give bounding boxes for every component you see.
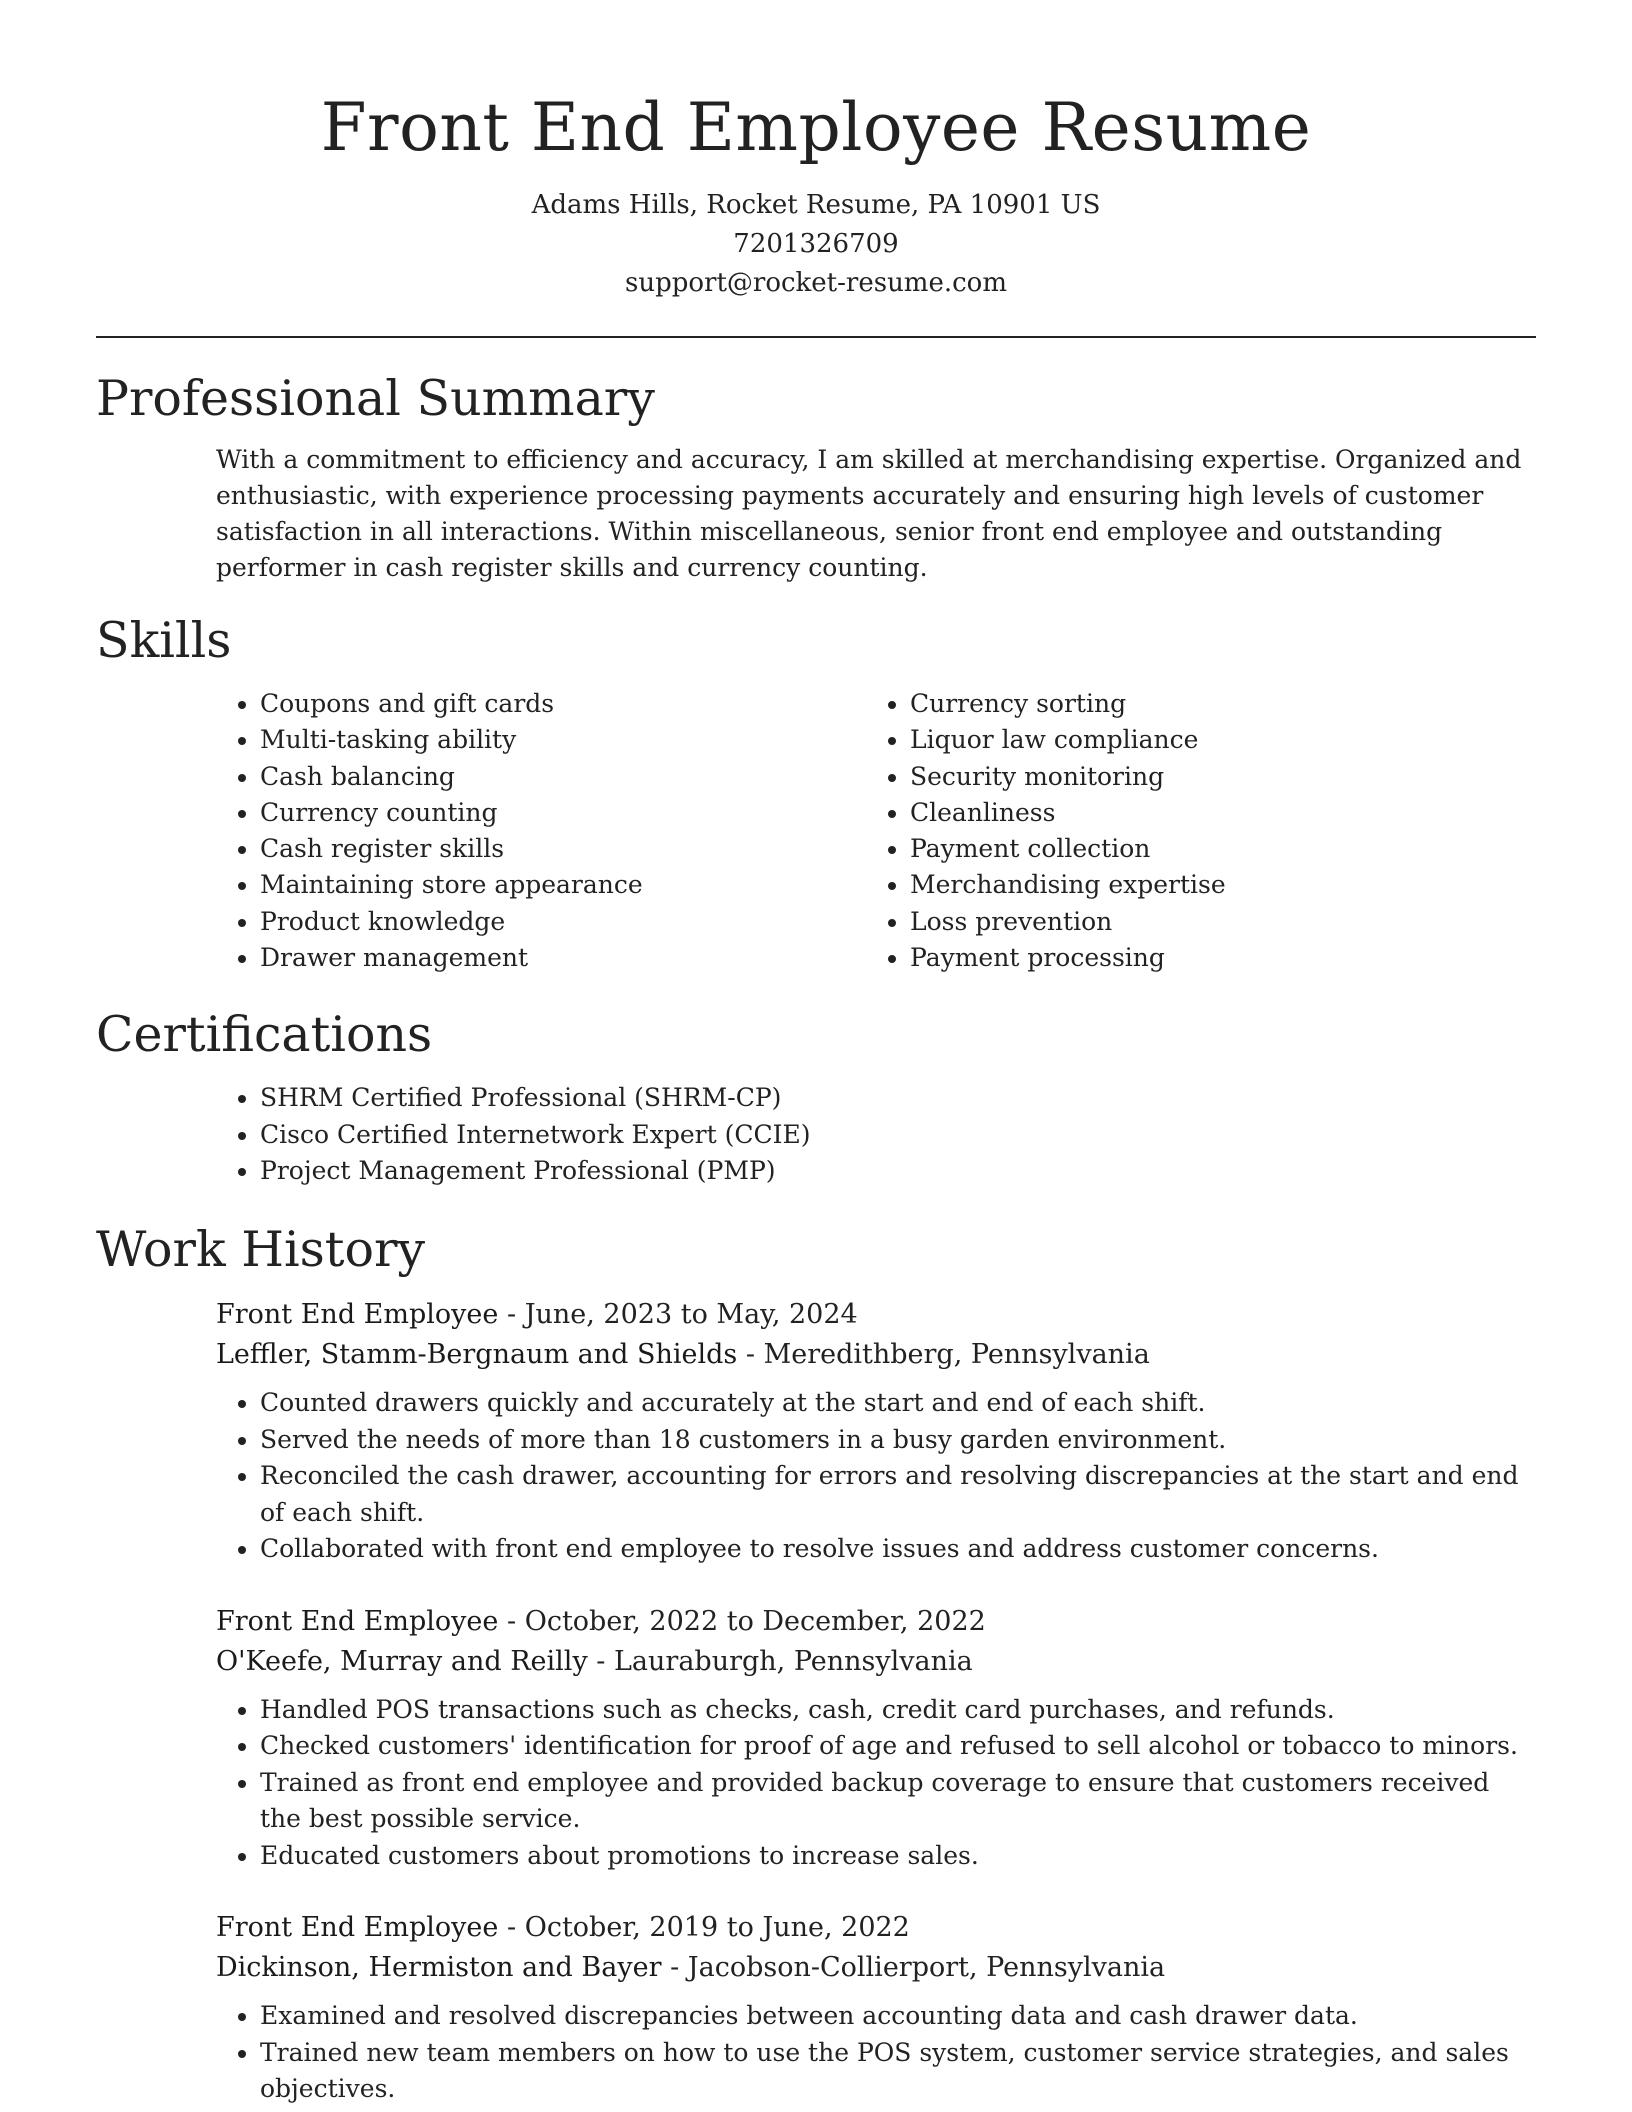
job-bullets — [216, 1692, 1536, 1875]
skill-item: • Security monitoring — [910, 759, 1510, 795]
job-bullet: • Reconciled the cash drawer, accounting for errors and resolving discrepancies at the start and end of each shift. — [260, 1458, 1536, 1531]
work-history-heading: Work History — [96, 1221, 426, 1279]
job-bullet: • Educated customers about promotions to increase sales. — [260, 1838, 1536, 1875]
job-location: Meredithberg, Pennsylvania — [763, 1339, 1150, 1371]
resume-title: Front End Employee Resume — [320, 89, 1312, 166]
job-company: Dickinson, Hermiston and Bayer — [216, 1952, 662, 1984]
skill-item: • Cleanliness — [910, 795, 1510, 831]
job-title-line: Front End Employee - October, 2022 to December, 2022 — [216, 1605, 986, 1637]
job-location: Lauraburgh, Pennsylvania — [614, 1645, 973, 1677]
skill-item: • Product knowledge — [260, 904, 866, 940]
job-title-line: Front End Employee - October, 2019 to June, 2022 — [216, 1912, 910, 1944]
header-divider — [96, 336, 1536, 338]
job-dates: October, 2019 to June, 2022 — [524, 1912, 910, 1944]
job-location: Jacobson-Collierport, Pennsylvania — [687, 1952, 1166, 1984]
job-bullet: • Trained new team members on how to use the POS system, customer service strategies, and sales objectives. — [260, 2035, 1536, 2108]
skill-item: • Cash register skills — [260, 831, 866, 867]
resume-page — [96, 0, 1536, 2108]
skills-left-column — [216, 686, 866, 976]
job-bullet: • Collaborated with front end employee to resolve issues and address customer concerns. — [260, 1531, 1536, 1568]
job-dates: June, 2023 to May, 2024 — [524, 1299, 858, 1331]
job-company-line: O'Keefe, Murray and Reilly - Lauraburgh, Pennsylvania — [216, 1645, 973, 1677]
skill-item: • Multi-tasking ability — [260, 722, 866, 758]
skill-item: • Coupons and gift cards — [260, 686, 866, 722]
job-entry — [216, 1602, 1536, 1875]
summary-heading: Professional Summary — [96, 370, 655, 427]
skill-item: • Maintaining store appearance — [260, 867, 866, 903]
phone: 7201326709 — [733, 229, 899, 259]
job-title-line: Front End Employee - June, 2023 to May, 2024 — [216, 1299, 858, 1331]
job-bullets — [216, 1998, 1536, 2108]
job-company-line: Leffler, Stamm-Bergnaum and Shields - Meredithberg, Pennsylvania — [216, 1339, 1150, 1371]
certifications-list — [216, 1080, 1536, 1189]
job-company-line: Dickinson, Hermiston and Bayer - Jacobson-Collierport, Pennsylvania — [216, 1952, 1166, 1984]
email: support@rocket-resume.com — [624, 268, 1007, 298]
job-title: Front End Employee — [216, 1912, 499, 1944]
skill-item: • Payment processing — [910, 940, 1510, 976]
job-title: Front End Employee — [216, 1299, 499, 1331]
skill-item: • Currency sorting — [910, 686, 1510, 722]
skill-item: • Loss prevention — [910, 904, 1510, 940]
job-title: Front End Employee — [216, 1605, 499, 1637]
address: Adams Hills, Rocket Resume, PA 10901 US — [531, 190, 1101, 220]
skill-item: • Liquor law compliance — [910, 722, 1510, 758]
job-company: Leffler, Stamm-Bergnaum and Shields — [216, 1339, 738, 1371]
job-bullet: • Examined and resolved discrepancies between accounting data and cash drawer data. — [260, 1998, 1536, 2035]
certification-item: • SHRM Certified Professional (SHRM-CP) — [260, 1080, 1536, 1116]
skills-right-column — [866, 686, 1510, 976]
certification-item: • Project Management Professional (PMP) — [260, 1153, 1536, 1189]
job-bullet: • Checked customers' identification for proof of age and refused to sell alcohol or tobacco to minors. — [260, 1728, 1536, 1765]
certifications-heading: Certifications — [96, 1006, 433, 1064]
skills-heading: Skills — [96, 612, 232, 669]
skills-list — [216, 686, 1536, 976]
skill-item: • Merchandising expertise — [910, 867, 1510, 903]
job-bullets — [216, 1385, 1536, 1568]
job-bullet: • Counted drawers quickly and accurately at the start and end of each shift. — [260, 1385, 1536, 1422]
skill-item: • Drawer management — [260, 940, 866, 976]
skill-item: • Cash balancing — [260, 759, 866, 795]
job-bullet: • Served the needs of more than 18 customers in a busy garden environment. — [260, 1422, 1536, 1459]
skill-item: • Currency counting — [260, 795, 866, 831]
job-dates: October, 2022 to December, 2022 — [524, 1605, 986, 1637]
skill-item: • Payment collection — [910, 831, 1510, 867]
job-bullet: • Handled POS transactions such as checks, cash, credit card purchases, and refunds. — [260, 1692, 1536, 1729]
summary-text: With a commitment to efficiency and accuracy, I am skilled at merchandising expertise. Organized and enthusiastic, with experience processing payments accurately and ensuring high levels of customer satisfaction in all interactions. Within miscellaneous, senior front end employee and outstanding performer in cash register skills and currency counting. — [216, 445, 1522, 582]
job-bullet: • Trained as front end employee and provided backup coverage to ensure that customers received the best possible service. — [260, 1765, 1536, 1838]
certification-item: • Cisco Certified Internetwork Expert (CCIE) — [260, 1117, 1536, 1153]
job-company: O'Keefe, Murray and Reilly — [216, 1645, 588, 1677]
job-entry — [216, 1908, 1536, 2108]
contact-block — [96, 186, 1536, 303]
job-entry — [216, 1295, 1536, 1568]
